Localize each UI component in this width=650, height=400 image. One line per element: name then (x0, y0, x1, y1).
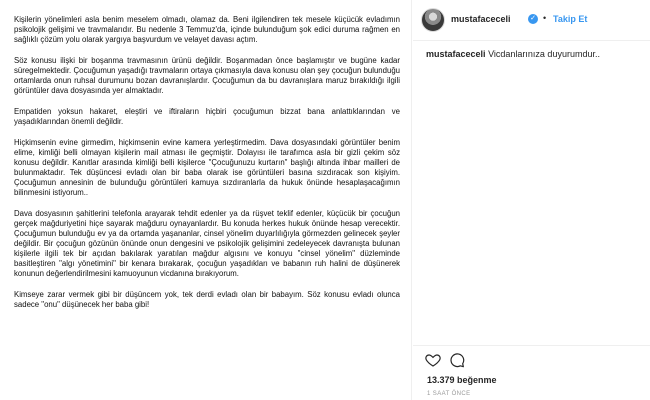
comment-icon[interactable] (449, 352, 465, 368)
header-divider (413, 40, 650, 41)
statement-paragraph: Kimseye zarar vermek gibi bir düşüncem yok, tek derdi evladı olan bir babayım. Söz konusu evladı olunca sadece "onu" düşünecek her baba gibi! (14, 290, 400, 309)
statement-paragraph: Hiçkimsenin evine girmedim, hiçkimsenin evine kamera yerleştirmedim. Dava dosyasındaki görüntüler benim elime, kimliği belli olmayan kişilerin mail atması ile geçmiştir. Dolayısı ile tarafımca asla bir gizli çekim söz konusu değildir. Kanıtlar arasında kimliği belli kişilerce "Çocuğunuzu kurtarın" başlığı altında ihbar mailleri de bulunmaktadır. Tek düşüncesi evladı olan bir baba olarak ise görüntüleri basına sızdıracak son kişiyim. Çocuğumun annesinin de bulunduğu görüntüleri kamuya sızdıranlarla da hukuk önünde hesaplaşacağımın bilinmesini istiyorum.. (14, 138, 400, 197)
follow-button[interactable]: Takip Et (553, 14, 588, 24)
post-timestamp[interactable]: 1 SAAT ÖNCE (427, 391, 471, 397)
statement-text (14, 15, 400, 321)
post-caption (426, 48, 636, 60)
statement-paragraph: Söz konusu ilişki bir boşanma travmasının ürünü değildir. Boşanmadan önce başlamıştır ve bugüne kadar süregelmektedir. Çocuğumun yaşadığı travmaların ortaya çıkmasıyla dava konusu olan şey çocuğun bulunduğu ortamlarda onun ruhsal durumunu bozan davranışlardır. Çocuğumun da bu davranışlara maruz bırakıldığı ilgili görüntüler dava dosyasında yer almaktadır. (14, 56, 400, 95)
actions-divider (413, 345, 650, 346)
statement-paragraph: Dava dosyasının şahitlerini telefonla arayarak tehdit edenler ya da rüşvet teklif edenler, küçücük bir çocuğun gerçek mağduriyetini hiçe sayarak mağduru oynayanlardır. Bu konuda herkes hukuk önünde hesap verecektir. Çocuğumun bulunduğu ev ya da ortamda yaşananlar, cinsel yönelim duyarlılığıyla görmezden gelinecek şeyler değildir. Bir çocuğun gözünün önünde onun dengesini ve psikolojik gelişimini zedeleyecek davranışta bulunan kişilerle ilgili tek bir açıdan bakılarak yaratılan mağdur algısını ve konuyu "cinsel yönelim" düzleminde basitleştiren "algı yönetimini" bir kenara bırakarak, çocuğun yaşadıkları ve babanın ruh halini de düşünerek konunun değerlendirilmesini kamuoyunun vicdanına bırakıyorum. (14, 209, 400, 278)
statement-paragraph: Empatiden yoksun hakaret, eleştiri ve iftiraların hiçbiri çocuğumun bizzat bana anlattıklarından ve yaşadıklarından önemli değildir. (14, 107, 400, 126)
likes-count[interactable]: 13.379 beğenme (427, 375, 497, 385)
separator-dot: • (543, 13, 547, 23)
action-bar (425, 352, 485, 370)
post-sidebar (413, 0, 650, 400)
verified-badge-icon: ✓ (528, 14, 538, 24)
username-link[interactable]: mustafaceceli (451, 14, 511, 24)
statement-paragraph: Kişilerin yönelimleri asla benim meselem olmadı, olamaz da. Beni ilgilendiren tek mesele küçücük evladımın psikolojik gelişimi ve travmalarıdır. Bu nedenle 3 Temmuz'da, içinde bulunduğum şok edici duruma rağmen en sağlıklı çözüm yolu olarak yargıya başvurdum ve velayet davası açtım. (14, 15, 400, 44)
avatar[interactable] (421, 8, 445, 32)
heart-icon[interactable] (425, 352, 441, 368)
caption-username-link[interactable]: mustafaceceli (426, 49, 486, 59)
caption-text: Vicdanlarınıza duyurumdur.. (488, 49, 600, 59)
post-header (413, 0, 650, 40)
